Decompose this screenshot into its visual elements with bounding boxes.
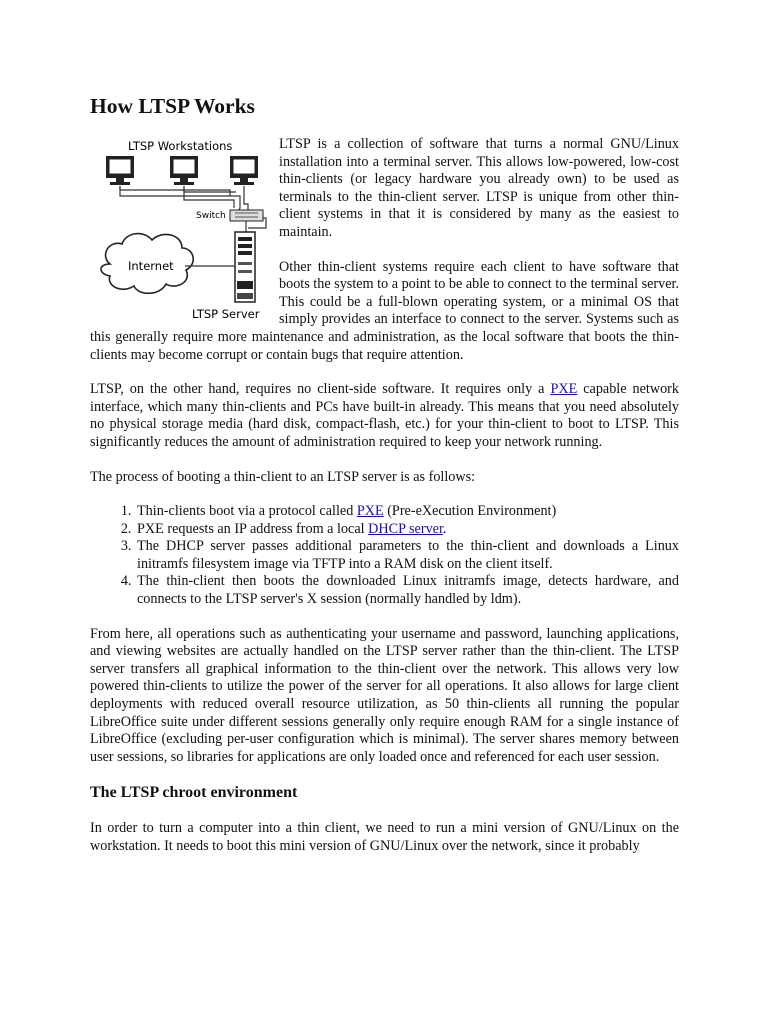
network-cables — [120, 186, 266, 228]
chroot-paragraph: In order to turn a computer into a thin client, we need to run a mini version of GNU/Linux on the workstation. It needs to boot this mini version of GNU/Linux over the network, since it probably — [90, 820, 679, 854]
server-label: LTSP Server — [192, 307, 260, 321]
ltsp-network-diagram — [90, 136, 268, 322]
pxe-link[interactable]: PXE — [356, 503, 384, 520]
switch-icon — [230, 210, 263, 221]
list-item — [135, 503, 679, 521]
workstations-label: LTSP Workstations — [128, 139, 233, 153]
document-content — [90, 93, 679, 873]
dhcp-server-link[interactable]: DHCP server — [368, 520, 443, 537]
boot-steps-list — [90, 503, 679, 609]
list-item: 3. The DHCP server passes additional parameters to the thin-client and downloads a Linux initramfs filesystem image via TFTP into a RAM disk on the client itself. — [135, 538, 679, 573]
pxe-link[interactable]: PXE — [550, 381, 578, 398]
pxe-paragraph-text-2: capable network interface, which many thin-clients and PCs have built-in already. This means that you need absolutely no physical storage media (hard disk, compact-flash, etc.) for your thin-client to boot to LTSP. This significantly reduces the amount of administration required to keep your network running. — [90, 381, 679, 450]
network-diagram-svg — [90, 136, 268, 322]
operations-paragraph: From here, all operations such as authenticating your username and password, launching applications, and viewing websites are actually handled on the LTSP server rather than the thin-client. The LTSP server transfers all graphical information to the thin-client over the network. This allows very low powered thin-clients to utilize the power of the server for all operations. It also allows for large client deployments with reduced overall resource utilization, as 50 thin-clients all running the popular LibreOffice suite under different sessions generally only require enough RAM for a single instance of LibreOffice (excluding per-user configuration which is minimal). The server shares memory between user sessions, so libraries for applications are only loaded once and referenced for each user session. — [90, 625, 679, 765]
pxe-paragraph — [90, 381, 679, 451]
list-item: 4. The thin-client then boots the downloaded Linux initramfs image, detects hardware, and connects to the LTSP server's X session (normally handled by ldm). — [135, 573, 679, 608]
workstation-icon — [170, 156, 198, 185]
list-item — [135, 521, 679, 539]
step-2-text: PXE requests an IP address from a local — [137, 520, 369, 537]
step-1-text-end: (Pre-eXecution Environment) — [383, 503, 557, 520]
internet-label: Internet — [128, 259, 174, 273]
switch-label: Switch — [196, 211, 226, 221]
pxe-paragraph-text-1: LTSP, on the other hand, requires no client-side software. It requires only a — [90, 381, 551, 398]
intro-paragraph-2: Other thin-client systems require each client to have software that boots the system to a point to be able to connect to the terminal server. This could be a full-blown operating system, or a minimal OS that simply provides an interface to connect to the server. Systems such as this generally require more maintenance and administration, as the local software that boots the thin-clients may become corrupt or contain bugs that require attention. — [90, 258, 679, 363]
section-heading: The LTSP chroot environment — [90, 784, 298, 802]
intro-paragraph-1: LTSP is a collection of software that turns a normal GNU/Linux installation into a terminal server. This allows low-powered, low-cost thin-clients (or legacy hardware you already own) to be used as terminals to the thin-client server. LTSP is unique from other thin-client systems in that it is considered by many as the easiest to maintain. — [279, 136, 679, 240]
step-1-text: Thin-clients boot via a protocol called — [137, 503, 357, 520]
server-icon — [235, 232, 255, 302]
workstation-icon — [106, 156, 134, 185]
workstation-icon — [230, 156, 258, 185]
page-title: How LTSP Works — [90, 94, 255, 118]
boot-process-intro: The process of booting a thin-client to an LTSP server is as follows: — [90, 468, 476, 485]
step-2-text-end: . — [442, 520, 447, 537]
